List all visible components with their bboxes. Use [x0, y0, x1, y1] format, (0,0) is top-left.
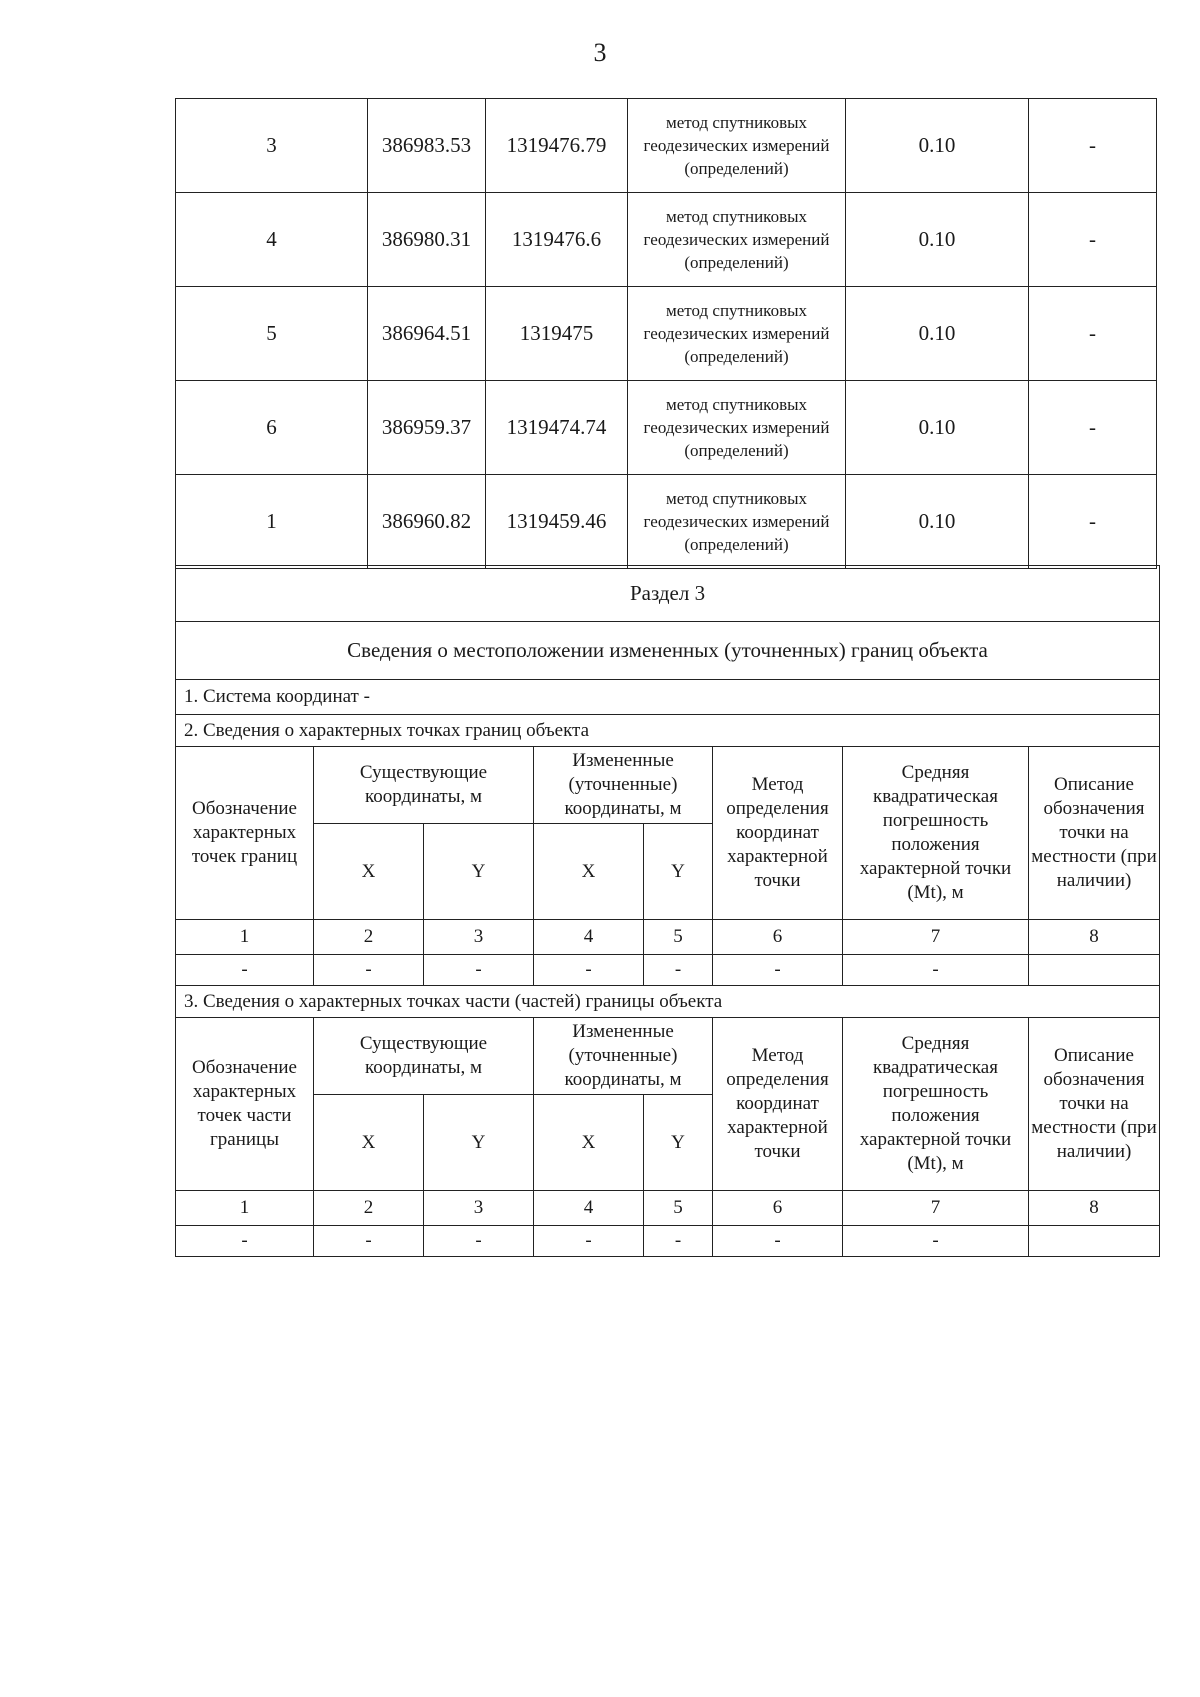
column-number: 3 [424, 1191, 534, 1226]
accuracy-cell: 0.10 [846, 475, 1029, 569]
y-coordinate: 1319474.74 [486, 381, 628, 475]
empty-cell [1029, 1226, 1160, 1257]
x-coordinate: 386960.82 [368, 475, 486, 569]
column-number: 8 [1029, 1191, 1160, 1226]
point-number: 1 [176, 475, 368, 569]
empty-cell: - [644, 1226, 713, 1257]
description-cell: - [1029, 193, 1157, 287]
y-coordinate: 1319476.6 [486, 193, 628, 287]
empty-cell: - [534, 1226, 644, 1257]
point-number: 5 [176, 287, 368, 381]
table-row [176, 99, 1157, 193]
accuracy-cell: 0.10 [846, 381, 1029, 475]
empty-cell [1029, 955, 1160, 986]
x-coordinate: 386964.51 [368, 287, 486, 381]
description-cell: - [1029, 99, 1157, 193]
column-number: 8 [1029, 920, 1160, 955]
empty-cell: - [843, 1226, 1029, 1257]
column-number: 2 [314, 920, 424, 955]
empty-cell: - [314, 1226, 424, 1257]
section-subtitle: Сведения о местоположении измененных (уточненных) границ объекта [176, 622, 1160, 680]
table-row [176, 193, 1157, 287]
empty-cell: - [176, 1226, 314, 1257]
accuracy-cell: 0.10 [846, 193, 1029, 287]
method-cell: метод спутниковых геодезических измерений (определений) [628, 475, 846, 569]
header-x: X [314, 1095, 424, 1191]
table-row [176, 955, 1160, 986]
empty-cell: - [644, 955, 713, 986]
table-row [176, 475, 1157, 569]
column-number-row [176, 920, 1160, 955]
header-changed-coords: Измененные (уточненные) координаты, м [534, 747, 713, 824]
column-number: 6 [713, 1191, 843, 1226]
header-existing-coords: Существующие координаты, м [314, 747, 534, 824]
column-number: 7 [843, 920, 1029, 955]
x-coordinate: 386983.53 [368, 99, 486, 193]
column-number: 1 [176, 920, 314, 955]
column-number: 4 [534, 920, 644, 955]
y-coordinate: 1319475 [486, 287, 628, 381]
empty-cell: - [713, 955, 843, 986]
section-3-table [175, 565, 1160, 1257]
table-row [176, 1226, 1160, 1257]
column-number: 3 [424, 920, 534, 955]
column-number: 6 [713, 920, 843, 955]
y-coordinate: 1319459.46 [486, 475, 628, 569]
header-x: X [534, 824, 644, 920]
point-number: 6 [176, 381, 368, 475]
accuracy-cell: 0.10 [846, 287, 1029, 381]
table-row [176, 287, 1157, 381]
x-coordinate: 386980.31 [368, 193, 486, 287]
header-x: X [534, 1095, 644, 1191]
description-cell: - [1029, 475, 1157, 569]
method-cell: метод спутниковых геодезических измерений (определений) [628, 193, 846, 287]
empty-cell: - [534, 955, 644, 986]
coordinates-table [175, 98, 1157, 569]
header-y: Y [424, 1095, 534, 1191]
header-y: Y [644, 1095, 713, 1191]
page-number: 3 [593, 38, 607, 67]
header-designation: Обозначение характерных точек части границы [176, 1018, 314, 1191]
header-description: Описание обозначения точки на местности (при наличии) [1029, 1018, 1160, 1191]
header-accuracy: Средняя квадратическая погрешность положения характерной точки (Mt), м [843, 747, 1029, 920]
empty-cell: - [176, 955, 314, 986]
empty-cell: - [424, 1226, 534, 1257]
section-title: Раздел 3 [176, 566, 1160, 622]
part-2-title: 2. Сведения о характерных точках границ объекта [176, 715, 1160, 747]
method-cell: метод спутниковых геодезических измерений (определений) [628, 287, 846, 381]
column-number: 4 [534, 1191, 644, 1226]
y-coordinate: 1319476.79 [486, 99, 628, 193]
column-number: 1 [176, 1191, 314, 1226]
header-designation: Обозначение характерных точек границ [176, 747, 314, 920]
description-cell: - [1029, 381, 1157, 475]
header-method: Метод определения координат характерной точки [713, 747, 843, 920]
header-y: Y [424, 824, 534, 920]
table-row [176, 381, 1157, 475]
header-accuracy: Средняя квадратическая погрешность положения характерной точки (Mt), м [843, 1018, 1029, 1191]
point-number: 4 [176, 193, 368, 287]
header-x: X [314, 824, 424, 920]
empty-cell: - [713, 1226, 843, 1257]
header-changed-coords: Измененные (уточненные) координаты, м [534, 1018, 713, 1095]
column-number-row [176, 1191, 1160, 1226]
method-cell: метод спутниковых геодезических измерений (определений) [628, 381, 846, 475]
part-3-title: 3. Сведения о характерных точках части (частей) границы объекта [176, 986, 1160, 1018]
point-number: 3 [176, 99, 368, 193]
column-number: 5 [644, 1191, 713, 1226]
accuracy-cell: 0.10 [846, 99, 1029, 193]
column-number: 2 [314, 1191, 424, 1226]
empty-cell: - [843, 955, 1029, 986]
header-description: Описание обозначения точки на местности (при наличии) [1029, 747, 1160, 920]
header-method: Метод определения координат характерной точки [713, 1018, 843, 1191]
column-number: 7 [843, 1191, 1029, 1226]
header-existing-coords: Существующие координаты, м [314, 1018, 534, 1095]
empty-cell: - [314, 955, 424, 986]
x-coordinate: 386959.37 [368, 381, 486, 475]
method-cell: метод спутниковых геодезических измерений (определений) [628, 99, 846, 193]
column-number: 5 [644, 920, 713, 955]
empty-cell: - [424, 955, 534, 986]
header-y: Y [644, 824, 713, 920]
coordinate-system-line: 1. Система координат - [176, 680, 1160, 715]
description-cell: - [1029, 287, 1157, 381]
